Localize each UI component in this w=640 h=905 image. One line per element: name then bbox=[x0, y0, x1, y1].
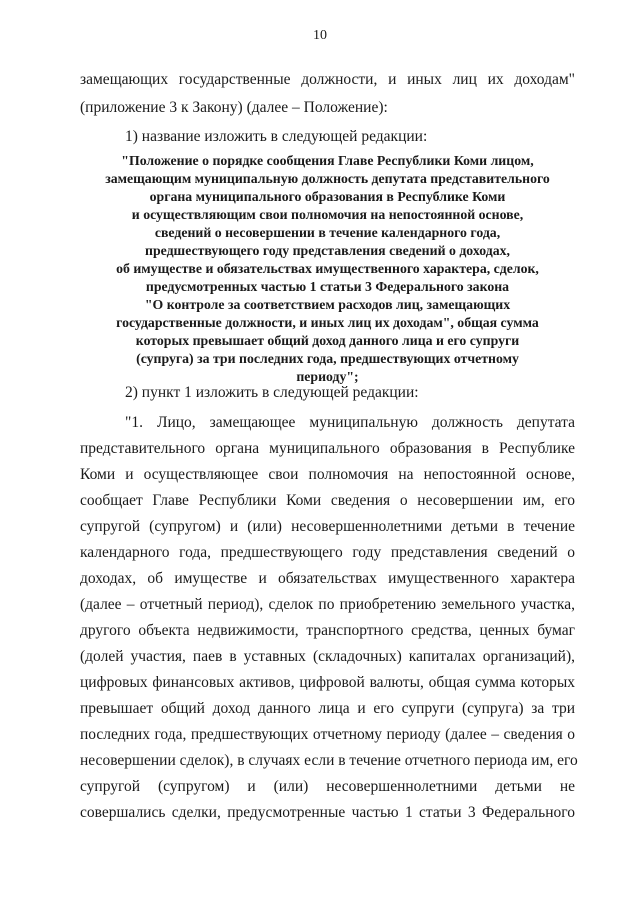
title-line: (супруга) за три последних года, предшествующих отчетному bbox=[136, 351, 519, 366]
item-2-header: 2) пункт 1 изложить в следующей редакции: bbox=[125, 384, 419, 401]
body-line: совершались сделки, предусмотренные частью 1 статьи 3 Федерального bbox=[80, 804, 575, 821]
item-1-header: 1) название изложить в следующей редакции: bbox=[125, 128, 428, 145]
body-line: Коми и осуществляющее свои полномочия на непостоянной основе, bbox=[80, 466, 575, 483]
title-line: предусмотренных частью 1 статьи 3 Федерального закона bbox=[145, 279, 510, 294]
body-line: (далее – отчетный период), сделок по приобретению земельного участка, bbox=[80, 596, 575, 613]
title-line: периоду"; bbox=[296, 369, 359, 384]
body-line: супругой (супругом) и (или) несовершеннолетними детьми в течение bbox=[80, 518, 575, 535]
intro-line: замещающих государственные должности, и иных лиц их доходам" bbox=[80, 71, 575, 88]
body-line: (долей участия, паев в уставных (складочных) капиталах организаций), bbox=[80, 648, 575, 665]
body-line: представительного органа муниципального образования в Республике bbox=[80, 440, 575, 457]
title-line: сведений о несовершении в течение календарного года, bbox=[154, 225, 501, 240]
body-line: последних года, предшествующих отчетному периоду (далее – сведения о bbox=[80, 726, 575, 743]
title-line: "О контроле за соответствием расходов лиц, замещающих bbox=[144, 297, 511, 312]
body-line: цифровых финансовых активов, цифровой валюты, общая сумма которых bbox=[80, 674, 575, 691]
body-line: супругой (супругом) и (или) несовершеннолетними детьми не bbox=[80, 778, 575, 795]
title-line: и осуществляющим свои полномочия на непостоянной основе, bbox=[131, 207, 524, 222]
page-number: 10 bbox=[313, 28, 327, 43]
title-line: "Положение о порядке сообщения Главе Республики Коми лицом, bbox=[121, 153, 534, 168]
title-line: которых превышает общий доход данного лица и его супруги bbox=[135, 333, 520, 348]
title-line: органа муниципального образования в Республике Коми bbox=[149, 189, 506, 204]
body-line: сообщает Главе Республики Коми сведения о несовершении им, его bbox=[80, 492, 575, 509]
title-line: замещающим муниципальную должность депутата представительного bbox=[105, 171, 550, 186]
intro-line: (приложение 3 к Закону) (далее – Положение): bbox=[80, 99, 388, 116]
body-line: другого объекта недвижимости, транспортного средства, ценных бумаг bbox=[80, 622, 575, 639]
body-line: несовершении сделок), в случаях если в течение отчетного периода им, его bbox=[80, 752, 578, 769]
body-line: превышает общий доход данного лица и его супруги (супруга) за три bbox=[80, 700, 575, 717]
title-line: государственные должности, и иных лиц их доходам", общая сумма bbox=[116, 315, 539, 330]
title-line: об имуществе и обязательствах имущественного характера, сделок, bbox=[116, 261, 539, 276]
body-line: "1. Лицо, замещающее муниципальную должность депутата bbox=[125, 414, 575, 431]
body-line: доходах, об имуществе и обязательствах имущественного характера bbox=[80, 570, 575, 587]
title-line: предшествующего году представления сведений о доходах, bbox=[145, 243, 510, 258]
body-line: календарного года, предшествующего году представления сведений о bbox=[80, 544, 575, 561]
